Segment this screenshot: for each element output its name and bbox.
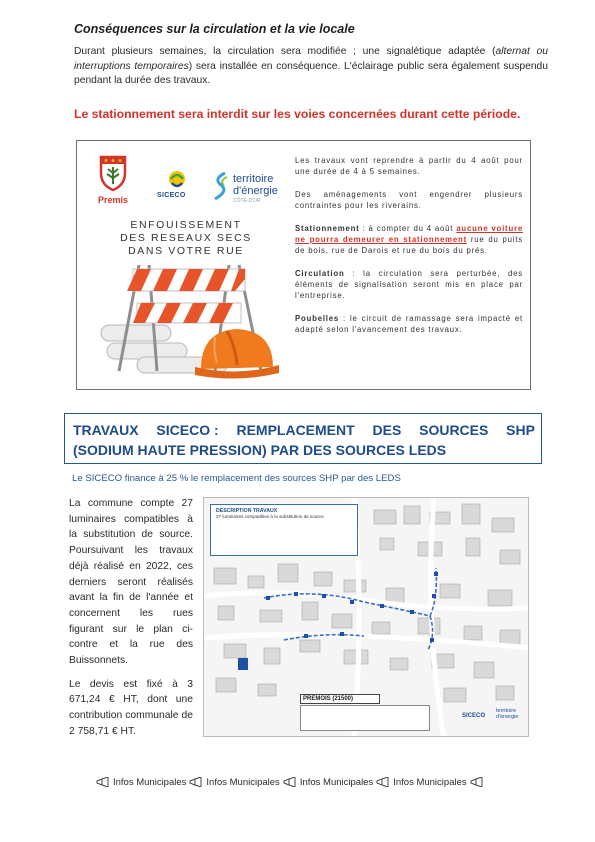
siceco-logo — [155, 169, 199, 207]
travaux-paragraph-1: La commune compte 27 luminaires compatibles à la substitution de source. Poursuivant les travaux déjà réalisé en 2022, ces derniers seront réalisés avant la fin de l'année et concernent les rues figurant sur le plan ci-contre et la rue des Buissonnets. — [69, 498, 193, 667]
travaux-body — [69, 496, 193, 748]
premis-logo — [91, 153, 135, 209]
parking-warning: Le stationnement sera interdit sur les voies concernées durant cette période. — [74, 107, 521, 121]
circulation-text-italic: alternat ou interruptions temporaires — [74, 46, 548, 72]
circulation-text-1: Durant plusieurs semaines, la circulation sera modifiée ; une signalétique adaptée ( — [74, 46, 496, 57]
map-te-logo: territoire d'énergie — [496, 708, 519, 720]
te-logo-line-2: d'énergie — [233, 185, 278, 197]
travaux-paragraph-2: Le devis est fixé à 3 671,24 € HT, dont une contribution communale de 2 758,71 € HT. — [69, 678, 193, 737]
info-megaphone-icon — [470, 777, 484, 787]
map-place-label: PREMOIS (21500) — [300, 694, 380, 704]
map-legend-title: DESCRIPTION TRAVAUX — [216, 508, 278, 514]
travaux-title-line-1 — [73, 422, 535, 438]
footer-item: Infos Municipales — [206, 776, 280, 788]
travaux-word: REMPLACEMENT — [236, 422, 355, 438]
travaux-word: SOURCES — [419, 422, 489, 438]
info-megaphone-icon — [96, 777, 110, 787]
travaux-word: TRAVAUX — [73, 422, 139, 438]
travaux-title-line-2: (SODIUM HAUTE PRESSION) PAR DES SOURCES LEDS — [73, 442, 447, 458]
headline-line-1: ENFOUISSEMENT — [130, 219, 242, 231]
notice-visual — [81, 147, 289, 383]
page-footer — [96, 774, 516, 790]
energy-swirl-icon — [211, 171, 231, 201]
travaux-subtitle: Le SICECO finance à 25 % le remplacement des sources SHP par des LEDS — [72, 473, 401, 484]
parking-text-post: rue du puits de bois, rue de Darois et rue du bois du prés. — [295, 235, 523, 255]
footer-item: Infos Municipales — [299, 776, 374, 788]
circulation-paragraph — [74, 45, 548, 89]
bins-label: Poubelles — [295, 314, 340, 323]
travaux-word: SHP — [506, 422, 535, 438]
logo-row — [91, 153, 291, 203]
parking-label: Stationnement — [295, 224, 360, 233]
circulation-text-2: ) sera installée en conséquence. L'éclairage public sera également suspendu pendant la durée des travaux. — [74, 60, 548, 86]
traffic-label: Circulation — [295, 269, 345, 278]
siceco-bulb-icon — [163, 169, 191, 191]
info-megaphone-icon — [283, 777, 297, 787]
notice-paragraph-parking — [295, 223, 523, 256]
map-siceco-logo: SICECO — [462, 713, 486, 719]
section-title-circulation: Conséquences sur la circulation et la vie locale — [74, 22, 355, 36]
headline-line-2: DES RESEAUX SECS — [120, 232, 252, 244]
notice-paragraph-dates: Les travaux vont reprendre à partir du 4 août pour une durée de 4 à 5 semaines. — [295, 156, 523, 176]
te-logo-line-1: territoire — [233, 173, 274, 185]
headline-line-3: DANS VOTRE RUE — [128, 245, 244, 257]
travaux-word: SICECO : — [156, 422, 219, 438]
map-cartouche — [300, 705, 430, 731]
notice-paragraph-bins — [295, 313, 523, 335]
parking-text-pre: : à compter du 4 août — [359, 224, 457, 233]
premis-logo-text: Premis — [97, 195, 129, 205]
footer-item: Infos Municipales — [393, 776, 467, 788]
hard-hat — [195, 329, 279, 379]
footer-item: Infos Municipales — [113, 776, 187, 788]
territoire-energie-logo — [211, 169, 301, 207]
siceco-logo-text: SICECO — [157, 192, 186, 199]
notice-headline — [111, 219, 261, 258]
works-notice-box — [76, 140, 531, 390]
map-legend — [210, 504, 358, 556]
premis-shield-icon — [91, 153, 135, 193]
map-legend-subtitle: 27 luminaires compatibles à la substitution de source — [216, 514, 324, 519]
info-megaphone-icon — [189, 777, 203, 787]
bins-text: : le circuit de ramassage sera impacté et adapté selon l'avancement des travaux. — [295, 314, 523, 334]
notice-paragraph-traffic — [295, 268, 523, 301]
street-map — [203, 497, 529, 737]
te-logo-line-3: CÔTE-D'OR — [233, 198, 261, 204]
traffic-text: : la circulation sera perturbée, des éléments de signalisation seront mis en place par l'entreprise. — [295, 269, 523, 300]
travaux-title-box — [64, 413, 542, 464]
road-barrier-illustration — [97, 259, 287, 383]
notice-paragraph-constraints: Des aménagements vont engendrer plusieurs contraintes pour les riverains. — [295, 190, 523, 210]
travaux-word: DES — [372, 422, 402, 438]
info-megaphone-icon — [376, 777, 390, 787]
parking-red-text: aucune voiture ne pourra demeurer en stationnement — [295, 224, 523, 244]
notice-text — [295, 155, 523, 347]
barrier-boards — [127, 269, 245, 323]
